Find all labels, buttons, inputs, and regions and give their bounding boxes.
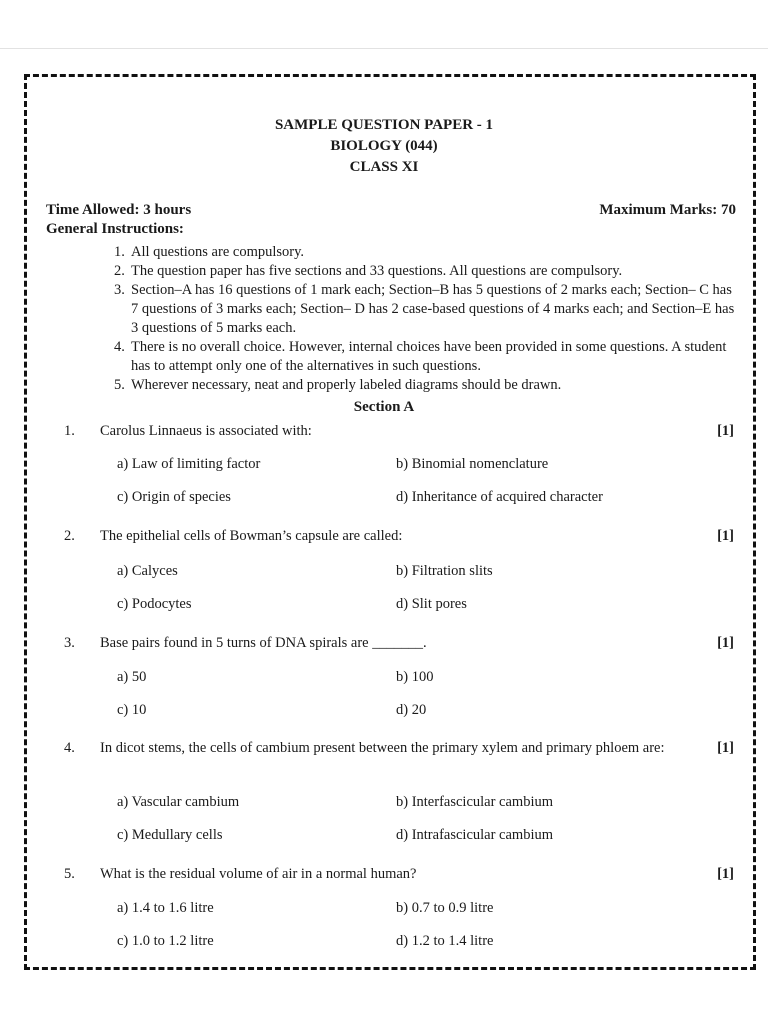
time-allowed: Time Allowed: 3 hours: [46, 202, 192, 218]
option-c: c) Medullary cells: [117, 827, 223, 843]
option-a: a) Calyces: [117, 563, 178, 579]
instruction-text: The question paper has five sections and 33 questions. All questions are compulsory.: [131, 263, 623, 279]
question-text: What is the residual volume of air in a normal human?: [100, 866, 417, 882]
question-number: 1.: [64, 423, 75, 439]
paper-title: SAMPLE QUESTION PAPER - 1: [274, 117, 494, 133]
option-d: d) Intrafascicular cambium: [396, 827, 554, 843]
paper-class: CLASS XI: [349, 159, 419, 175]
page-top-divider: [0, 48, 768, 49]
question-marks: [1]: [717, 528, 734, 544]
option-b: b) Interfascicular cambium: [396, 794, 554, 810]
option-d: d) 20: [396, 702, 427, 718]
option-c: c) Podocytes: [117, 596, 192, 612]
instruction-number: 4.: [114, 339, 125, 355]
instructions-list: [114, 243, 742, 395]
question-marks: [1]: [717, 740, 734, 756]
option-a: a) Law of limiting factor: [117, 456, 261, 472]
option-d: d) Slit pores: [396, 596, 467, 612]
question-text: Base pairs found in 5 turns of DNA spirals are _______.: [100, 635, 427, 651]
instruction-item: [114, 262, 742, 281]
option-c: c) 10: [117, 702, 147, 718]
option-d: d) Inheritance of acquired character: [396, 489, 603, 505]
option-b: b) Filtration slits: [396, 563, 493, 579]
question-text: The epithelial cells of Bowman’s capsule are called:: [100, 528, 403, 544]
paper-meta: [46, 201, 736, 220]
option-a: a) 1.4 to 1.6 litre: [117, 900, 214, 916]
instruction-text: Wherever necessary, neat and properly labeled diagrams should be drawn.: [131, 377, 562, 393]
paper-header: [0, 115, 768, 178]
instructions-heading: General Instructions:: [46, 221, 184, 237]
option-d: d) 1.2 to 1.4 litre: [396, 933, 494, 949]
question-marks: [1]: [717, 635, 734, 651]
paper-subject: BIOLOGY (044): [330, 138, 438, 154]
instruction-text: Section–A has 16 questions of 1 mark each; Section–B has 5 questions of 2 marks each; Section– C has 7 questions of 3 marks each; Section– D has 2 case-based questions of 4 marks each; and Section–E has 3 questions of 5 marks each.: [131, 282, 735, 336]
section-a-title: Section A: [353, 399, 415, 415]
instruction-number: 5.: [114, 377, 125, 393]
instruction-text: There is no overall choice. However, internal choices have been provided in some questions. A student has to attempt only one of the alternatives in such questions.: [131, 339, 727, 374]
question-marks: [1]: [717, 866, 734, 882]
instruction-item: [114, 338, 742, 376]
instruction-item: [114, 376, 742, 395]
instruction-number: 1.: [114, 244, 125, 260]
instruction-number: 2.: [114, 263, 125, 279]
option-a: a) 50: [117, 669, 147, 685]
question-text: Carolus Linnaeus is associated with:: [100, 423, 312, 439]
instruction-number: 3.: [114, 282, 125, 298]
option-a: a) Vascular cambium: [117, 794, 240, 810]
question-number: 5.: [64, 866, 75, 882]
maximum-marks: Maximum Marks: 70: [599, 202, 736, 218]
question-number: 2.: [64, 528, 75, 544]
question-marks: [1]: [717, 423, 734, 439]
option-b: b) 100: [396, 669, 434, 685]
instruction-item: [114, 243, 742, 262]
option-b: b) 0.7 to 0.9 litre: [396, 900, 494, 916]
question-number: 4.: [64, 740, 75, 756]
option-b: b) Binomial nomenclature: [396, 456, 549, 472]
instruction-item: [114, 281, 742, 338]
question-number: 3.: [64, 635, 75, 651]
option-c: c) 1.0 to 1.2 litre: [117, 933, 214, 949]
instruction-text: All questions are compulsory.: [131, 244, 305, 260]
option-c: c) Origin of species: [117, 489, 231, 505]
question-text: In dicot stems, the cells of cambium present between the primary xylem and primary phloem are:: [100, 740, 665, 756]
